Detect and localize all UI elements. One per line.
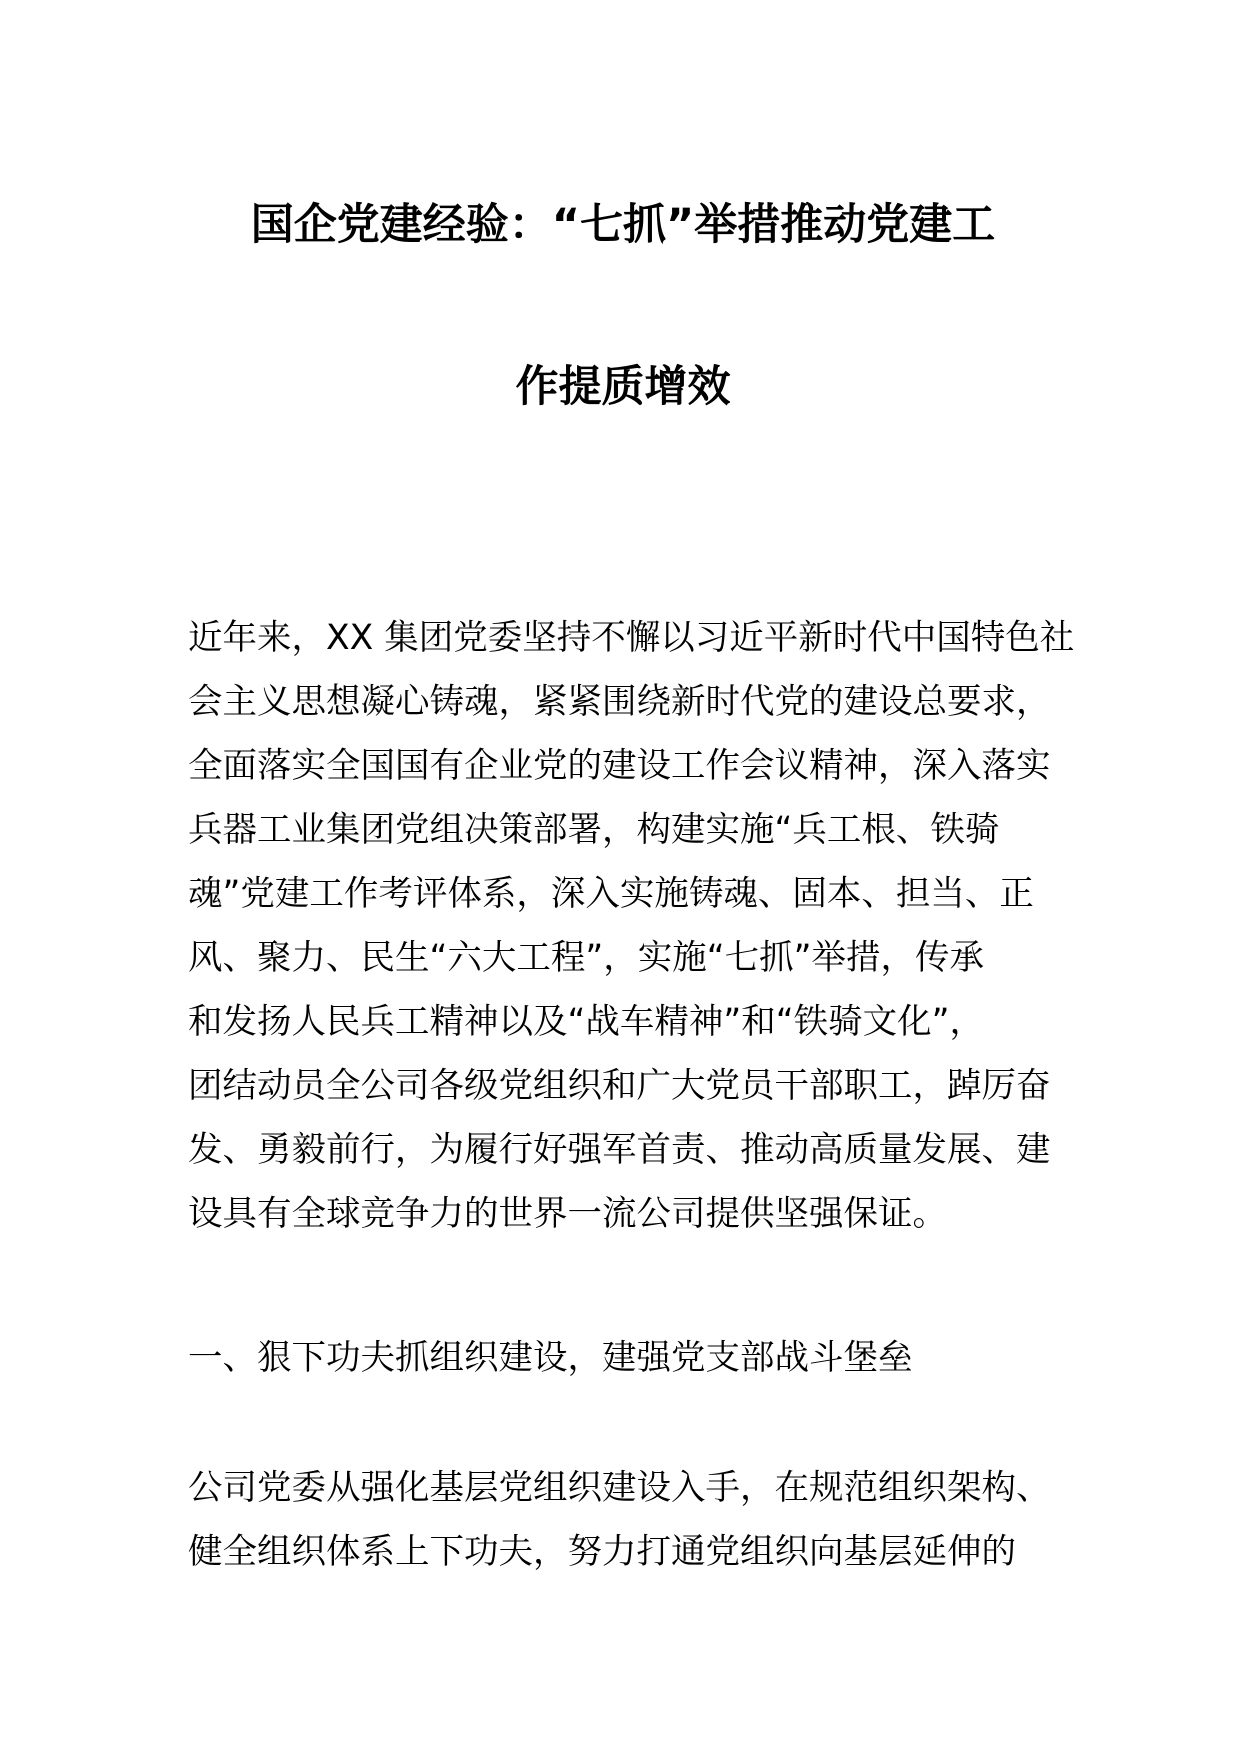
paragraph-line: 和发扬人民兵工精神以及“战车精神”和“铁骑文化”， <box>188 1002 984 1042</box>
paragraph-line: 近年来，XX 集团党委坚持不懈以习近平新时代中国特色社 <box>188 618 1075 658</box>
paragraph-line: 设具有全球竞争力的世界一流公司提供坚强保证。 <box>188 1194 947 1234</box>
paragraph-line: 团结动员全公司各级党组织和广大党员干部职工，踔厉奋 <box>188 1066 1051 1106</box>
paragraph-line: 风、聚力、民生“六大工程”，实施“七抓”举措，传承 <box>188 938 984 978</box>
document-title-line-1: 国企党建经验：“七抓”举措推动党建工 <box>250 200 996 250</box>
paragraph-line: 会主义思想凝心铸魂，紧紧围绕新时代党的建设总要求， <box>188 682 1051 722</box>
paragraph-line: 兵器工业集团党组决策部署，构建实施“兵工根、铁骑 <box>188 810 1000 850</box>
paragraph-line: 魂”党建工作考评体系，深入实施铸魂、固本、担当、正 <box>188 874 1034 914</box>
paragraph-line: 健全组织体系上下功夫，努力打通党组织向基层延伸的 <box>188 1532 1016 1572</box>
section-1-paragraph <box>188 1456 1068 1584</box>
paragraph-line: 全面落实全国国有企业党的建设工作会议精神，深入落实 <box>188 746 1051 786</box>
paragraph-line: 发、勇毅前行，为履行好强军首责、推动高质量发展、建 <box>188 1130 1051 1170</box>
intro-paragraph <box>188 606 1075 1246</box>
document-title-line-2: 作提质增效 <box>515 362 731 412</box>
section-1-heading: 一、狠下功夫抓组织建设，建强党支部战斗堡垒 <box>188 1338 913 1378</box>
paragraph-line: 公司党委从强化基层党组织建设入手，在规范组织架构、 <box>188 1468 1051 1508</box>
